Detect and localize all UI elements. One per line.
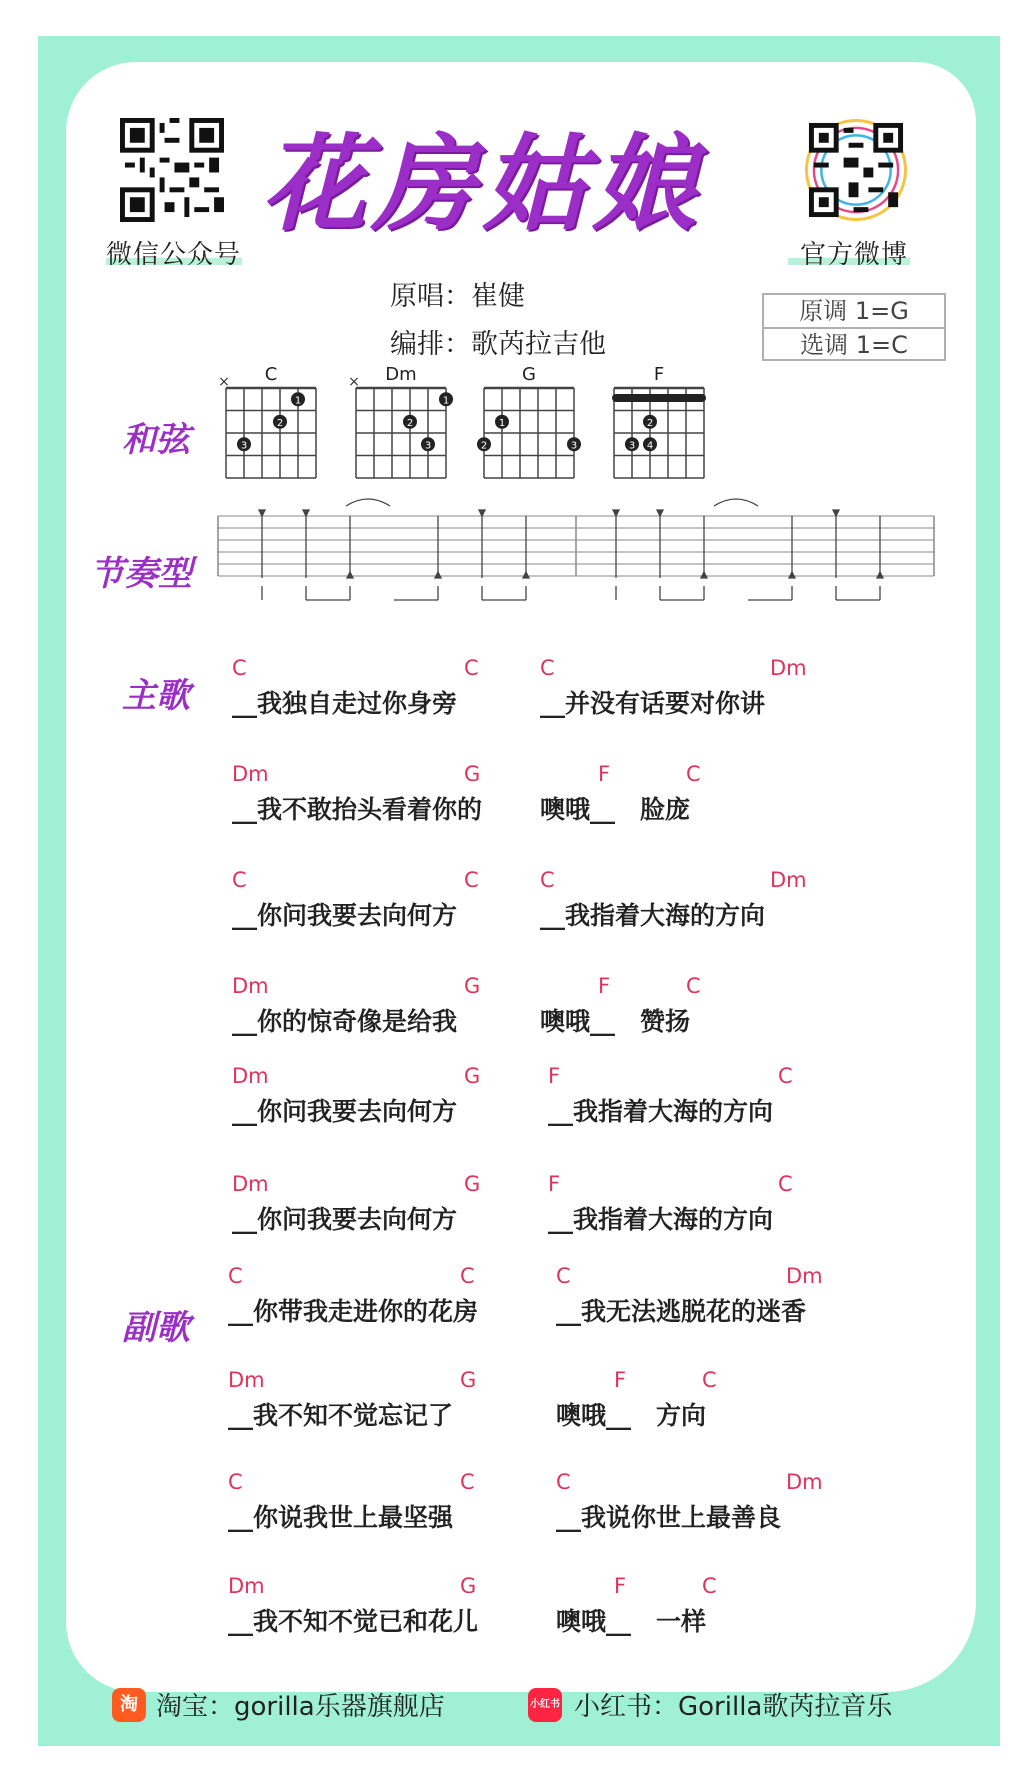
finger-number: 1	[498, 417, 506, 429]
strum-arrow	[523, 572, 529, 578]
finger-number: 1	[442, 395, 450, 407]
strum-arrow	[435, 572, 441, 578]
chord-symbol: Dm	[232, 1172, 269, 1196]
lyric-line-right: __我说你世上最善良	[556, 1503, 782, 1532]
chord-symbol: C	[686, 974, 701, 998]
chord-symbol: C	[232, 656, 247, 680]
chord-name-dm: Dm	[385, 364, 417, 385]
original-key: 原调 1=G	[799, 297, 909, 325]
lyric-line-left: __你的惊奇像是给我	[232, 1007, 458, 1036]
chord-symbol: Dm	[786, 1264, 823, 1288]
chord-symbol: C	[686, 762, 701, 786]
lyric-line-right: __我指着大海的方向	[548, 1097, 774, 1126]
finger-number: 2	[276, 417, 284, 429]
chord-symbol: C	[556, 1264, 571, 1288]
chord-symbol: G	[464, 762, 481, 786]
lyric-line-left: __你说我世上最坚强	[228, 1503, 454, 1532]
lyric-line-right: __并没有话要对你讲	[540, 689, 766, 718]
chord-symbol: Dm	[770, 656, 807, 680]
song-title: 花房姑娘	[262, 122, 703, 245]
lyric-line-left: __你问我要去向何方	[232, 1097, 458, 1126]
chord-symbol: Dm	[228, 1574, 265, 1598]
chord-symbol: C	[460, 1264, 475, 1288]
chord-symbol: C	[556, 1470, 571, 1494]
rhythm-pattern	[218, 496, 938, 616]
section-chords-label: 和弦	[122, 420, 190, 460]
chord-symbol: C	[464, 656, 479, 680]
wechat-label: 微信公众号	[106, 240, 242, 270]
finger-number: 2	[646, 417, 654, 429]
chord-symbol: C	[540, 656, 555, 680]
chord-name-f: F	[653, 364, 665, 385]
strum-arrow	[877, 572, 883, 578]
chord-symbol: G	[460, 1574, 477, 1598]
strum-arrow	[303, 510, 309, 516]
lyric-line-right: __我指着大海的方向	[548, 1205, 774, 1234]
chord-symbol: F	[598, 974, 611, 998]
finger-number: 4	[646, 440, 654, 452]
strum-arrow	[701, 572, 707, 578]
tie	[714, 499, 758, 506]
section-chorus-label: 副歌	[122, 1308, 190, 1348]
lyric-line-right: 噢哦__ 脸庞	[540, 795, 691, 824]
lyric-line-left: __我不知不觉忘记了	[228, 1401, 454, 1430]
lyric-line-left: __你带我走进你的花房	[228, 1297, 479, 1326]
lyric-line-right: 噢哦__ 赞扬	[540, 1007, 691, 1036]
strum-arrow	[833, 510, 839, 516]
chord-symbol: C	[464, 868, 479, 892]
arranger-credit: 编排：歌芮拉吉他	[390, 329, 606, 360]
chord-symbol: F	[614, 1368, 627, 1392]
chord-symbol: C	[702, 1368, 717, 1392]
singer-credit: 原唱：崔健	[390, 281, 525, 312]
chord-symbol: G	[464, 1064, 481, 1088]
chord-symbol: Dm	[228, 1368, 265, 1392]
chord-symbol: F	[598, 762, 611, 786]
finger-number: 2	[406, 417, 414, 429]
weibo-qr-code[interactable]	[804, 118, 908, 222]
muted-string-mark: ×	[218, 374, 230, 390]
lyric-line-right: 噢哦__ 方向	[556, 1401, 707, 1430]
chord-symbol: C	[228, 1264, 243, 1288]
muted-string-mark: ×	[348, 374, 360, 390]
chord-symbol: C	[232, 868, 247, 892]
taobao-icon: 淘	[112, 1688, 146, 1722]
section-rhythm-label: 节奏型	[90, 554, 192, 594]
strum-arrow	[479, 510, 485, 516]
lyric-line-left: __你问我要去向何方	[232, 1205, 458, 1234]
strum-arrow	[259, 510, 265, 516]
lyric-line-right: __我指着大海的方向	[540, 901, 766, 930]
finger-number: 3	[570, 440, 578, 452]
taobao-store[interactable]: 淘宝：gorilla乐器旗舰店	[156, 1692, 445, 1722]
chord-symbol: C	[540, 868, 555, 892]
chord-symbol: Dm	[770, 868, 807, 892]
chord-symbol: Dm	[232, 974, 269, 998]
strum-arrow	[613, 510, 619, 516]
key-box	[762, 293, 946, 361]
chord-symbol: G	[464, 974, 481, 998]
lyric-line-left: __你问我要去向何方	[232, 901, 458, 930]
lyric-line-right: __我无法逃脱花的迷香	[556, 1297, 807, 1326]
finger-number: 3	[628, 440, 636, 452]
chord-symbol: F	[548, 1064, 561, 1088]
chord-symbol: Dm	[786, 1470, 823, 1494]
chord-symbol: G	[460, 1368, 477, 1392]
selected-key: 选调 1=C	[800, 331, 908, 359]
chord-symbol: G	[464, 1172, 481, 1196]
xiaohongshu-account[interactable]: 小红书：Gorilla歌芮拉音乐	[574, 1692, 893, 1722]
strum-arrow	[657, 510, 663, 516]
chord-symbol: C	[702, 1574, 717, 1598]
strum-arrow	[789, 572, 795, 578]
chord-symbol: C	[228, 1470, 243, 1494]
xiaohongshu-icon: 小红书	[528, 1688, 562, 1722]
chord-symbol: Dm	[232, 1064, 269, 1088]
barre	[612, 394, 706, 402]
finger-number: 3	[240, 440, 248, 452]
chord-symbol: F	[548, 1172, 561, 1196]
chord-symbol: F	[614, 1574, 627, 1598]
lyric-line-left: __我不知不觉已和花儿	[228, 1607, 479, 1636]
lyric-line-left: __我独自走过你身旁	[232, 689, 458, 718]
chord-symbol: C	[460, 1470, 475, 1494]
lyric-line-right: 噢哦__ 一样	[556, 1607, 707, 1636]
finger-number: 3	[424, 440, 432, 452]
wechat-qr-code[interactable]	[120, 118, 224, 222]
weibo-label: 官方微博	[800, 240, 909, 270]
chord-name-g: G	[522, 364, 536, 385]
strum-arrow	[347, 572, 353, 578]
chord-symbol: C	[778, 1172, 793, 1196]
finger-number: 2	[480, 440, 488, 452]
tie	[346, 499, 390, 506]
chord-name-c: C	[264, 364, 278, 385]
section-verse-label: 主歌	[122, 676, 190, 716]
chord-symbol: C	[778, 1064, 793, 1088]
lyric-line-left: __我不敢抬头看着你的	[232, 795, 483, 824]
finger-number: 1	[294, 395, 302, 407]
chord-symbol: Dm	[232, 762, 269, 786]
